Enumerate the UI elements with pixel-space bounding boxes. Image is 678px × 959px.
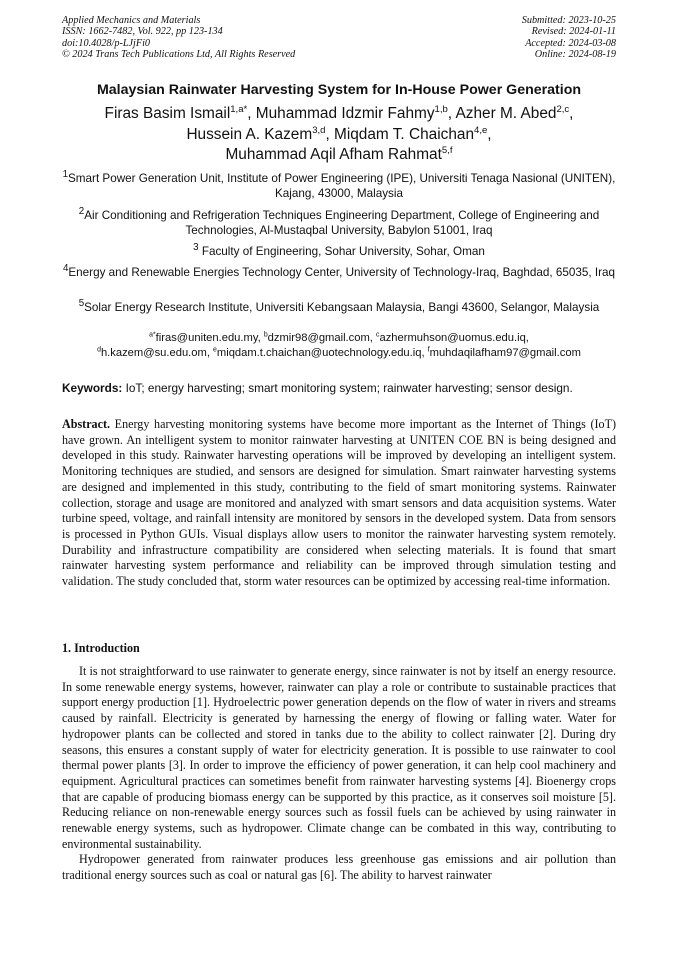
submission-dates [522, 15, 616, 60]
author: Azher M. Abed$^{2,c}$, [455, 103, 574, 122]
email-line-2 [62, 346, 616, 361]
email-link[interactable]: $^d$h.kazem@su.edu.om, [97, 346, 214, 359]
online-date: Online: 2024-08-19 [534, 48, 616, 60]
email-link[interactable]: $^f$muhdaqilafham97@gmail.com [427, 346, 581, 359]
revised-date: Revised: 2024-01-11 [531, 26, 616, 38]
author: Hussein A. Kazem$^{3,d}$, [186, 124, 334, 143]
author-emails [62, 331, 616, 361]
affiliation-2: $^2$Air Conditioning and Refrigeration Techniques Engineering Department, College of Engineering and Technologies, Al-Mustaqbal University, Babylon 51001, Iraq [78, 206, 600, 237]
email-line-1 [62, 331, 616, 346]
section-heading: 1. Introduction [62, 641, 140, 655]
paper-title: Malaysian Rainwater Harvesting System for In-House Power Generation [96, 82, 582, 98]
introduction-body [62, 664, 616, 884]
author: Firas Basim Ismail$^{1,a*}$, [104, 103, 256, 122]
email-link[interactable]: $^b$dzmir98@gmail.com, [263, 331, 377, 344]
journal-info [62, 15, 295, 60]
doi-line[interactable]: doi:10.4028/p-LJjFi0 [62, 37, 151, 49]
affiliation-5: $^5$Solar Energy Research Institute, Universiti Kebangsaan Malaysia, Bangi 43600, Selangor, Malaysia [78, 298, 600, 314]
email-link[interactable]: $^e$miqdam.t.chaichan@uotechnology.edu.iq, [213, 346, 428, 359]
affiliation-1: $^1$Smart Power Generation Unit, Institute of Power Engineering (IPE), Universiti Tenaga Nasional (UNITEN), Kajang, 43000, Malaysia [62, 169, 616, 200]
author-list [60, 104, 618, 166]
abstract-label: Abstract. [62, 417, 111, 431]
keywords-text: IoT; energy harvesting; smart monitoring system; rainwater harvesting; sensor design. [122, 381, 573, 395]
paragraph: It is not straightforward to use rainwater to generate energy, since rainwater is not by itself an energy resource. In some renewable energy systems, however, rainwater can play a role or contribute to sustainable practices that support energy production [1]. Hydroelectric power generation depends on the flow of water in rivers and streams caused by rainfall. Electricity is generated by harnessing the energy of flowing or falling water. Water for hydropower plants can be collected and stored in tanks due to the ability to collect rainwater [2]. During dry seasons, this ensures a constant supply of water for electricity generation. It is possible to use rainwater to cool thermal power plants [3]. In order to improve the efficiency of power generation, it can help cool machinery and equipment. Agricultural practices can sometimes benefit from rainwater harvesting systems [4]. Bioenergy crops that are capable of producing biomass energy can be supported by this practice, as it conserves soil moisture [5]. Reducing reliance on non-renewable energy sources such as fossil fuels can be achieved by using rainwater in renewable energy systems, such as hydropower. Climate change can be combated in this way, contributing to environmental sustainability. [62, 664, 616, 851]
abstract [62, 417, 616, 590]
keywords-label: Keywords: [62, 381, 123, 395]
author: Muhammad Idzmir Fahmy$^{1,b}$, [255, 103, 456, 122]
abstract-text: Energy harvesting monitoring systems have become more important as the Internet of Things (IoT) have grown. An intelligent system to monitor rainwater harvesting at UNITEN COE BN is being designed and developed in this study. Rainwater harvesting operations will be improved by developing an intelligent system. Monitoring techniques are studied, and sensors are designed for simulation. Smart rainwater harvesting systems are designed and implemented in this study, contributing to the field of smart monitoring systems. Rainwater collection, storage and usage are monitored and analyzed with smart sensors and data acquisition systems. Water turbine speed, voltage, and rainfall intensity are monitored by sensors in the developed system. Data from sensors is processed in Python GUIs. Visual displays allow users to monitor the rainwater harvesting system remotely. Durability and infrastructure compatibility are considered when selecting materials. It is found that smart rainwater harvesting system performance and reliability can be improved through simulation testing and validation. The study concluded that, storm water resources can be optimized by accessing real-time information. [62, 417, 616, 589]
submitted-date: Submitted: 2023-10-25 [521, 15, 616, 26]
affiliation-3: $^3$ Faculty of Engineering, Sohar University, Sohar, Oman [193, 242, 485, 258]
journal-header [62, 15, 616, 60]
email-link[interactable]: $^{a*}$firas@uniten.edu.my, [149, 331, 264, 344]
keywords [62, 381, 616, 395]
copyright-line: © 2024 Trans Tech Publications Ltd, All Rights Reserved [62, 48, 296, 60]
affiliation-4: $^4$Energy and Renewable Energies Technology Center, University of Technology-Iraq, Baghdad, 65035, Iraq [62, 263, 616, 279]
issn-line: ISSN: 1662-7482, Vol. 922, pp 123-134 [62, 26, 223, 38]
journal-name: Applied Mechanics and Materials [62, 15, 201, 26]
author: Muhammad Aqil Afham Rahmat$^{5,f}$ [225, 144, 453, 163]
email-link[interactable]: $^c$azhermuhson@uomus.edu.iq, [376, 331, 529, 344]
accepted-date: Accepted: 2024-03-08 [525, 37, 616, 49]
paragraph: Hydropower generated from rainwater produces less greenhouse gas emissions and air pollution than traditional energy sources such as coal or natural gas [6]. The ability to harvest rainwater [62, 852, 616, 883]
author: Miqdam T. Chaichan$^{4,e}$, [334, 124, 492, 143]
